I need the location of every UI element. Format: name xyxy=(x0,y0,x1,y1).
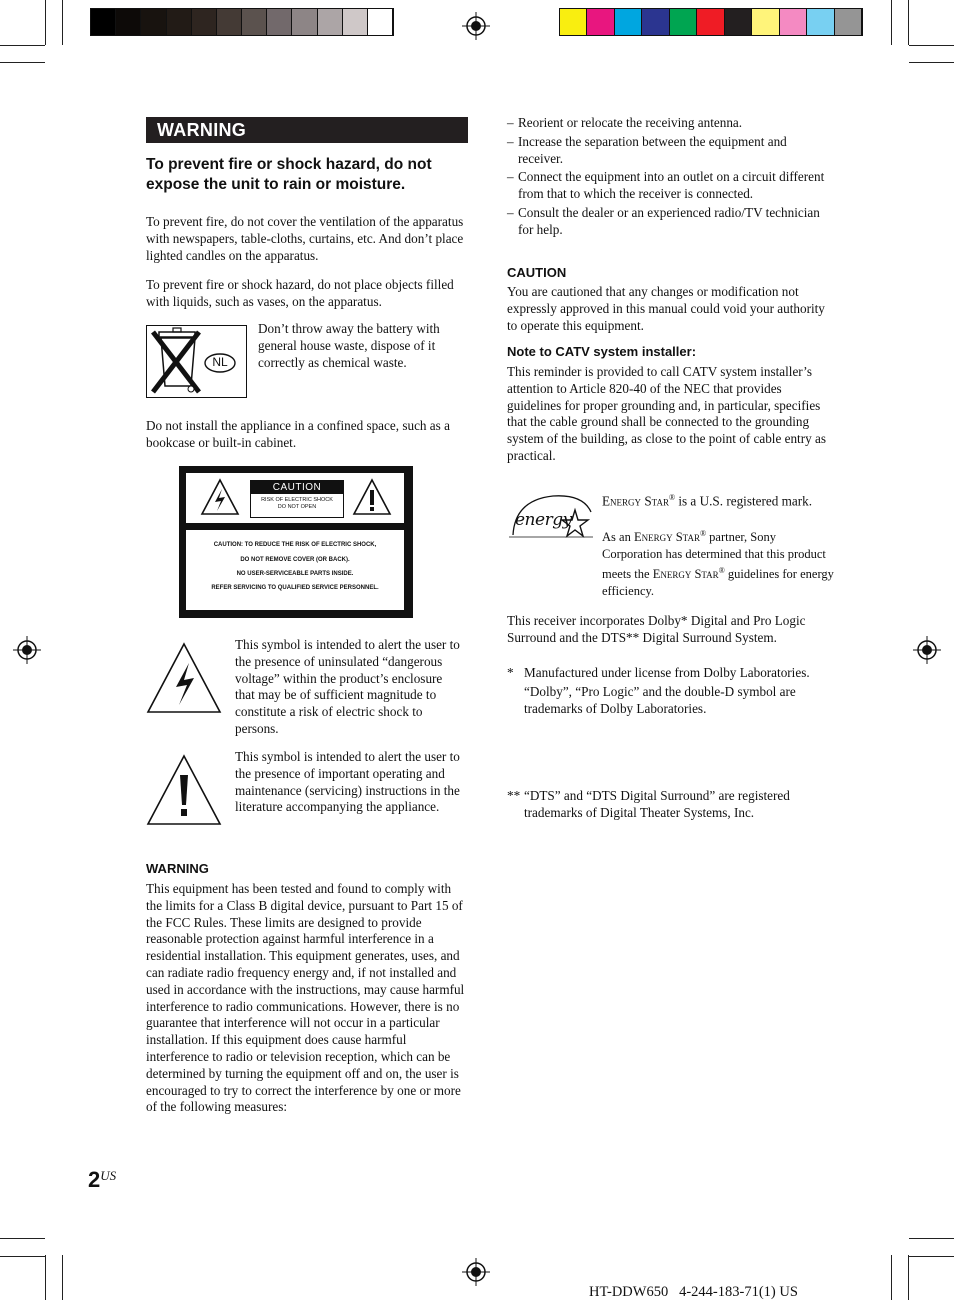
dolby-footnote xyxy=(507,665,849,717)
color-swatch xyxy=(835,9,862,35)
battery-disposal-box xyxy=(146,325,247,398)
caution-sub-1: RISK OF ELECTRIC SHOCK xyxy=(261,497,333,503)
caution-line-1: CAUTION: TO REDUCE THE RISK OF ELECTRIC SHOCK, xyxy=(213,542,377,548)
color-swatch xyxy=(615,9,642,35)
caution-label-top xyxy=(186,473,404,523)
warning-title: WARNING xyxy=(157,120,247,140)
liquids-paragraph: To prevent fire or shock hazard, do not place objects filled with liquids, such as vases, on the apparatus. xyxy=(146,277,454,309)
caution-line-2: DO NOT REMOVE COVER (OR BACK). xyxy=(240,557,350,563)
footer-model-code: HT-DDW650 4-244-183-71(1) US xyxy=(589,1284,798,1300)
fire-paragraph: To prevent fire, do not cover the ventilation of the apparatus with newspapers, table-cloths, curtains, etc. And don’t place lighted candles on the apparatus. xyxy=(146,214,464,263)
dolby-note-b: “Dolby”, “Pro Logic” and the double-D symbol are trademarks of Dolby Laboratories. xyxy=(524,683,796,716)
footnote-mark: * xyxy=(507,665,514,680)
list-item: – Connect the equipment into an outlet on a circuit different from that to which the receiver is connected. xyxy=(507,169,832,203)
energy-brand: Energy Star xyxy=(633,530,700,545)
grayscale-swatch xyxy=(167,9,192,35)
color-swatch xyxy=(725,9,752,35)
caution-inner-box xyxy=(250,480,344,518)
grayscale-swatch xyxy=(343,9,368,35)
footnote-mark: ** xyxy=(507,788,521,804)
registration-mark-icon xyxy=(13,636,41,664)
caution-body: You are cautioned that any changes or modification not expressly approved in this manual could void your authority to operate this equipment. xyxy=(507,284,825,333)
warning-title-bar xyxy=(146,117,468,143)
color-swatch xyxy=(752,9,779,35)
energy-line1-tail: is a U.S. registered mark. xyxy=(675,493,813,509)
crossed-bin-icon xyxy=(147,326,246,397)
grayscale-swatch xyxy=(141,9,166,35)
energy-star-logo xyxy=(505,490,595,550)
grayscale-calibration-bar xyxy=(90,8,394,36)
energy-star-line-2 xyxy=(602,526,834,600)
color-swatch xyxy=(560,9,587,35)
energy-line2-head: As an xyxy=(602,530,634,545)
color-swatch xyxy=(642,9,669,35)
page-number-digit: 2 xyxy=(88,1167,101,1192)
registration-mark-icon xyxy=(462,1258,490,1286)
caution-label-bottom xyxy=(186,530,404,610)
color-swatch xyxy=(670,9,697,35)
lightning-triangle-icon xyxy=(146,641,222,715)
color-calibration-bar xyxy=(559,8,863,36)
fcc-heading: WARNING xyxy=(146,861,209,876)
install-paragraph: Do not install the appliance in a confined space, such as a bookcase or built-in cabinet. xyxy=(146,418,450,450)
fcc-body: This equipment has been tested and found to comply with the limits for a Class B digital device, pursuant to Part 15 of the FCC Rules. These limits are designed to provide reasonable protection against harmful interference in a residential installation. This equipment generates, uses, and can radiate radio frequency energy and, if not installed and used in accordance with the instructions, may cause harmful interference to radio communications. However, there is no guarantee that interference will not occur in a particular installation. If this equipment does cause harmful interference to radio or television reception, which can be determined by turning the equipment off and on, the user is encouraged to try to correct the interference by one or more of the following measures: xyxy=(146,881,465,1115)
grayscale-swatch xyxy=(267,9,292,35)
exclamation-triangle-icon xyxy=(146,753,222,827)
list-item: – Increase the separation between the equipment and receiver. xyxy=(507,134,832,168)
lightning-warning-icon xyxy=(200,478,240,516)
dts-footnote xyxy=(507,788,849,822)
caution-sub-2: DO NOT OPEN xyxy=(277,504,317,510)
grayscale-swatch xyxy=(116,9,141,35)
dolby-intro: This receiver incorporates Dolby* Digital and Pro Logic Surround and the DTS** Digital Surround System. xyxy=(507,613,806,645)
dts-note: “DTS” and “DTS Digital Surround” are registered trademarks of Digital Theater Systems, Inc. xyxy=(524,788,790,821)
caution-line-4: REFER SERVICING TO QUALIFIED SERVICE PERSONNEL. xyxy=(211,585,379,591)
grayscale-swatch xyxy=(292,9,317,35)
caution-banner: CAUTION xyxy=(251,481,343,494)
grayscale-swatch xyxy=(217,9,242,35)
dolby-note-a: Manufactured under license from Dolby Laboratories. xyxy=(524,665,810,680)
energy-logo-text: energy xyxy=(515,510,572,530)
grayscale-swatch xyxy=(368,9,393,35)
color-swatch xyxy=(697,9,724,35)
grayscale-swatch xyxy=(91,9,116,35)
exclamation-warning-icon xyxy=(352,478,392,516)
energy-star-line-1 xyxy=(602,490,834,510)
registration-mark-icon xyxy=(913,636,941,664)
caution-heading: CAUTION xyxy=(507,265,567,280)
list-item: – Consult the dealer or an experienced radio/TV technician for help. xyxy=(507,205,832,239)
caution-line-3: NO USER-SERVICEABLE PARTS INSIDE. xyxy=(236,571,354,577)
measures-list xyxy=(507,115,832,239)
grayscale-swatch xyxy=(242,9,267,35)
color-swatch xyxy=(780,9,807,35)
energy-line2-tail: guidelines for energy efficiency. xyxy=(602,566,834,598)
energy-brand: Energy Star xyxy=(602,493,669,509)
registered-mark: ® xyxy=(699,529,707,538)
battery-badge: NL xyxy=(212,355,228,369)
catv-body: This reminder is provided to call CATV system installer’s attention to Article 820-40 of the NEC that provides guidelines for proper grounding and, in particular, specifies that the cable ground shall be connected to the grounding system of the building, as close to the point of cable entry as practical. xyxy=(507,364,826,463)
catv-heading: Note to CATV system installer: xyxy=(507,344,697,359)
color-swatch xyxy=(587,9,614,35)
grayscale-swatch xyxy=(318,9,343,35)
registered-mark: ® xyxy=(668,493,676,502)
page-number xyxy=(88,1167,116,1193)
grayscale-swatch xyxy=(192,9,217,35)
voltage-symbol-text: This symbol is intended to alert the user to the presence of uninsulated “dangerous voltage” within the product’s enclosure that may be of sufficient magnitude to constitute a risk of electric shock to persons. xyxy=(235,637,460,736)
list-item: – Reorient or relocate the receiving antenna. xyxy=(507,115,832,132)
hazard-heading: To prevent fire or shock hazard, do not expose the unit to rain or moisture. xyxy=(146,156,432,193)
instructions-symbol-text: This symbol is intended to alert the user to the presence of important operating and maintenance (servicing) instructions in the literature accompanying the appliance. xyxy=(235,749,460,815)
caution-label-graphic xyxy=(179,466,413,618)
battery-text: Don’t throw away the battery with general house waste, dispose of it correctly as chemical waste. xyxy=(258,321,440,370)
energy-brand: Energy Star xyxy=(652,566,719,581)
registration-mark-icon xyxy=(462,12,490,40)
color-swatch xyxy=(807,9,834,35)
page-number-suffix: US xyxy=(100,1168,117,1183)
energy-line2-mid: partner, Sony Corporation has determined that this product meets the xyxy=(602,530,826,581)
registered-mark: ® xyxy=(718,565,725,575)
